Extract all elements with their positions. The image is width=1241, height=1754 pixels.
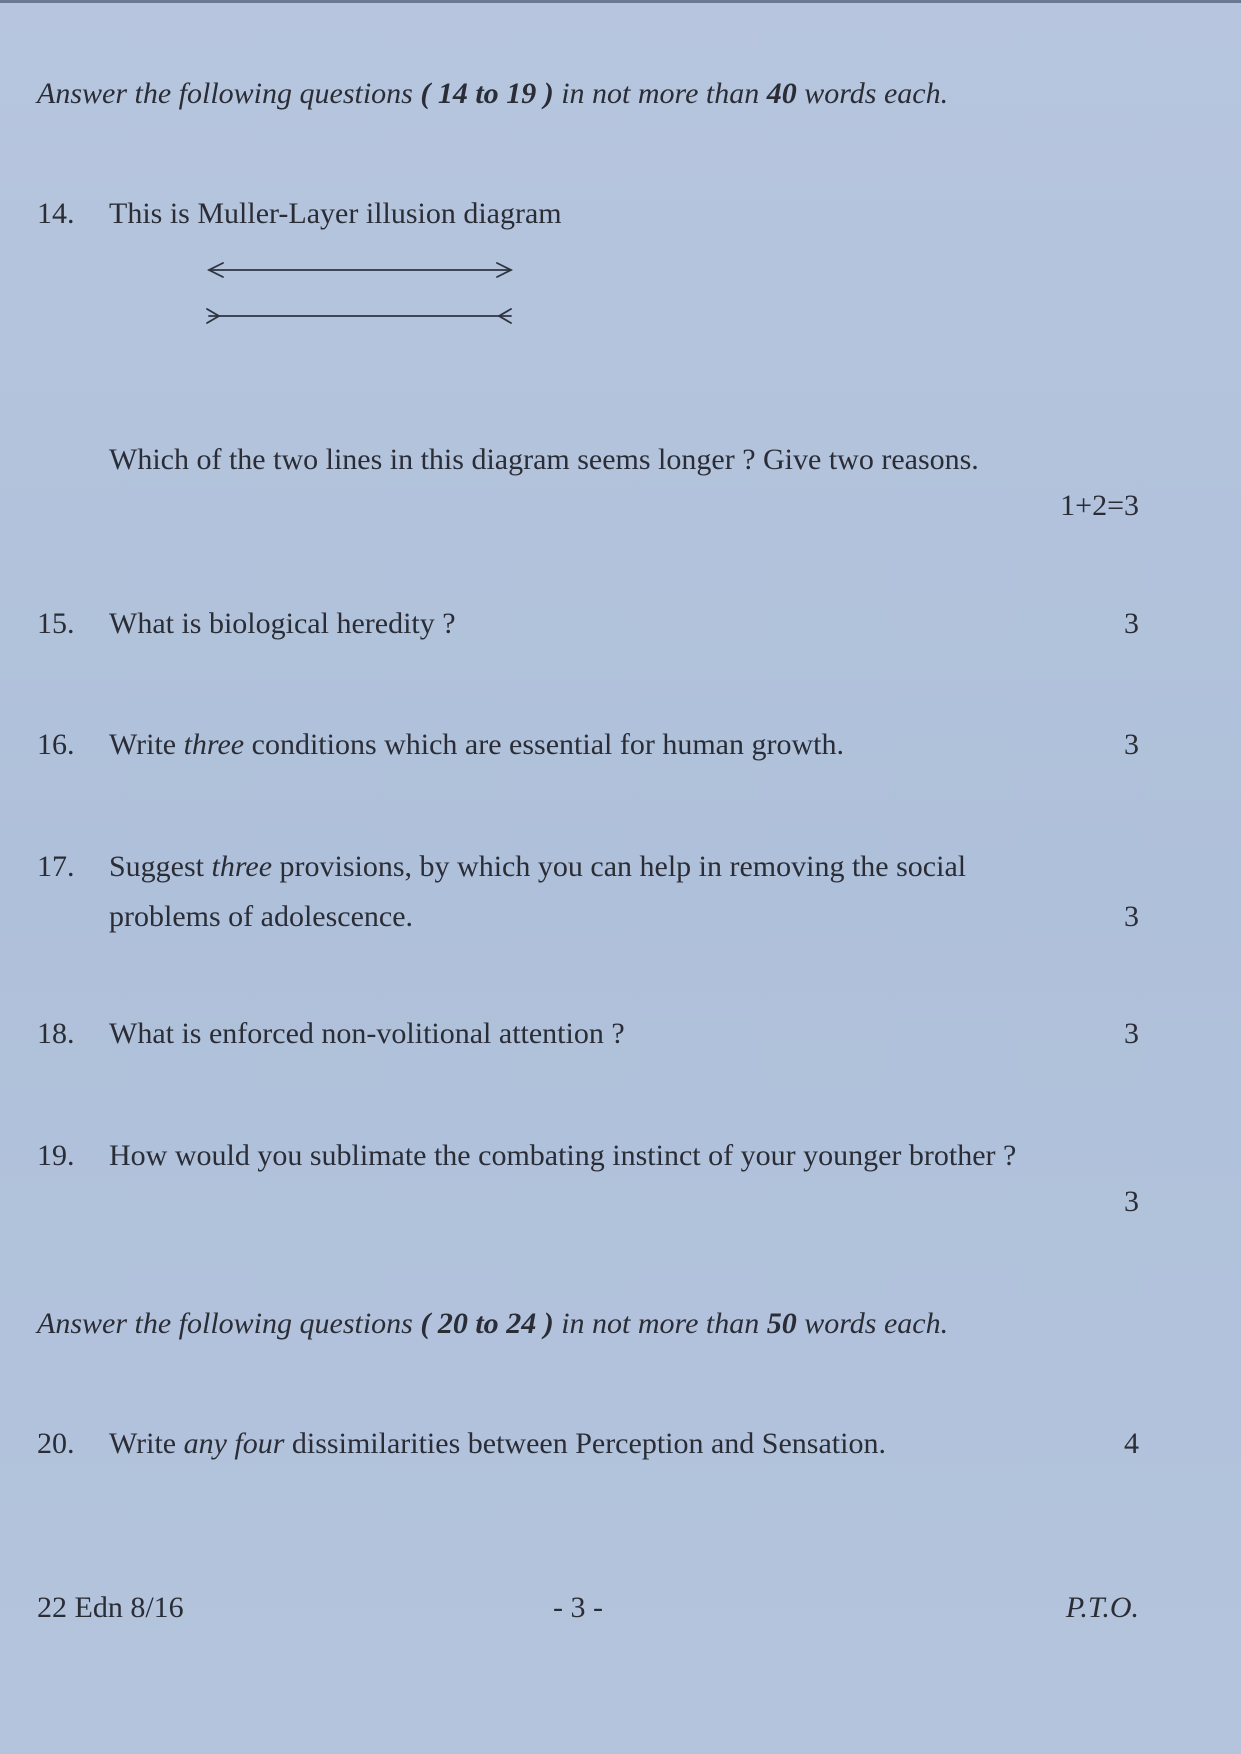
emphasis: three [183, 728, 245, 761]
range-to: 24 [506, 1307, 537, 1340]
range-from: 20 [437, 1307, 468, 1340]
instruction-text: Answer the following questions [37, 1307, 413, 1340]
text-part: dissimilarities between Perception and Sensation. [291, 1427, 886, 1460]
question-text: What is biological heredity ? [109, 607, 456, 640]
question-text: This is Muller-Layer illusion diagram [109, 197, 562, 230]
range-to-word: to [475, 1307, 499, 1340]
question-text-line-2: problems of adolescence. [109, 900, 414, 933]
paren-close: ) [543, 77, 554, 110]
question-15 [37, 600, 1139, 648]
question-number: 20. [37, 1427, 75, 1460]
paren-close: ) [543, 1307, 554, 1340]
section-instruction-1 [37, 76, 1197, 112]
instruction-end: words each. [804, 77, 949, 110]
question-number: 15. [37, 607, 75, 640]
question-16 [37, 721, 1139, 769]
word-limit: 50 [766, 1307, 797, 1340]
question-text [109, 843, 1139, 891]
text-part: provisions, by which you can help in removing the social [279, 850, 967, 883]
instruction-mid: in not more than [561, 77, 760, 110]
word-limit: 40 [766, 77, 797, 110]
text-part: Suggest [109, 850, 205, 883]
question-number: 14. [37, 197, 75, 230]
instruction-end: words each. [804, 1307, 949, 1340]
instruction-mid: in not more than [561, 1307, 760, 1340]
question-17 [37, 843, 1139, 943]
text-part: Write [109, 1427, 177, 1460]
question-number: 18. [37, 1017, 75, 1050]
range-to: 19 [506, 77, 537, 110]
text-part: conditions which are essential for human growth. [251, 728, 844, 761]
text-part: Write [109, 728, 177, 761]
range-to-word: to [475, 77, 499, 110]
section-instruction-2 [37, 1306, 1197, 1342]
question-number: 17. [37, 850, 75, 883]
marks: 3 [1124, 728, 1139, 761]
question-number: 19. [37, 1139, 75, 1172]
marks: 1+2=3 [1060, 489, 1139, 522]
marks: 4 [1124, 1427, 1139, 1460]
line-with-outward-fins [207, 309, 511, 323]
question-text [109, 721, 844, 769]
range-from: 14 [437, 77, 468, 110]
marks: 3 [1124, 607, 1139, 640]
marks: 3 [1124, 1017, 1139, 1050]
question-20 [37, 1420, 1139, 1468]
question-text [109, 1420, 886, 1468]
instruction-text: Answer the following questions [37, 77, 413, 110]
paper-code: 22 Edn 8/16 [37, 1591, 184, 1624]
question-18 [37, 1010, 1139, 1058]
question-number: 16. [37, 728, 75, 761]
subquestion-text: Which of the two lines in this diagram seems longer ? Give two reasons. [109, 443, 979, 476]
page-number: - 3 - [553, 1591, 603, 1624]
marks: 3 [1124, 1185, 1139, 1218]
question-14 [37, 190, 1139, 238]
please-turn-over: P.T.O. [1065, 1591, 1139, 1624]
question-19 [37, 1132, 1139, 1226]
question-text: How would you sublimate the combating instinct of your younger brother ? [109, 1139, 1017, 1172]
paren-open: ( [420, 77, 431, 110]
top-edge [0, 0, 1241, 3]
question-14-subquestion [37, 436, 1139, 526]
emphasis: any four [183, 1427, 285, 1460]
line-with-inward-arrowheads [209, 263, 511, 277]
emphasis: three [211, 850, 273, 883]
muller-lyer-diagram [205, 256, 515, 326]
marks: 3 [1124, 900, 1139, 933]
question-text: What is enforced non-volitional attention ? [109, 1017, 625, 1050]
paren-open: ( [420, 1307, 431, 1340]
